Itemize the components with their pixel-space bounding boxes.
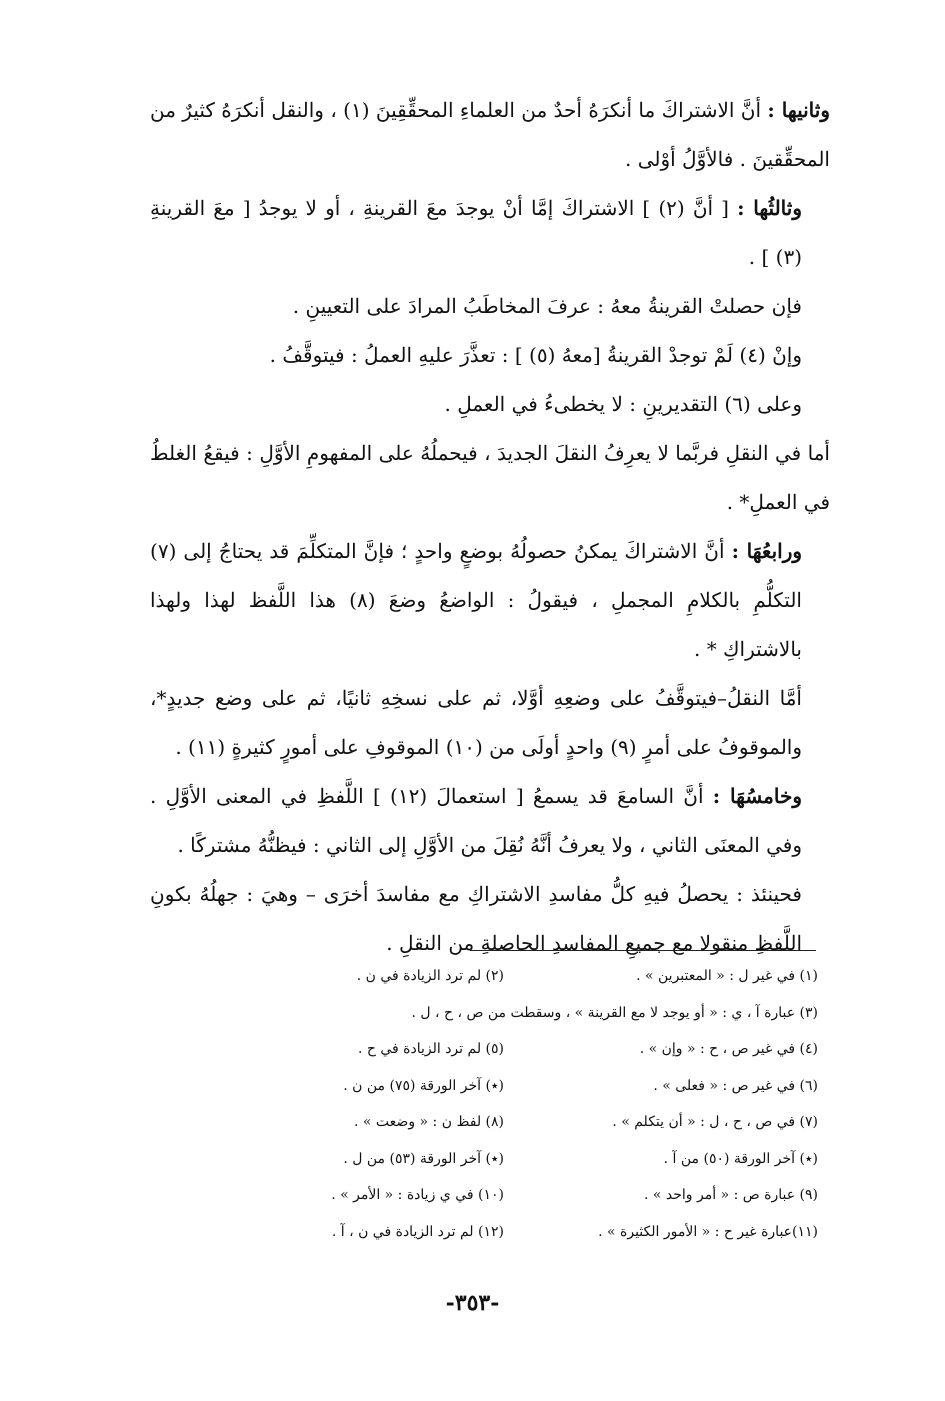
paragraph-heading: ورابعُهَا : <box>731 539 803 563</box>
footnote: (٦) في غير ص : « فعلى » . <box>653 1077 818 1094</box>
paragraph-heading: وخامسُهَا : <box>712 784 803 808</box>
paragraph-text: أنَّ السامعَ قد يسمعُ [ استعمالَ (١٢) ] اللَّفظِ في المعنى الأوَّلِ . وفي المعنَى الثاني ، ولا يعرفُ أنَّهُ نُقِلَ من الأوَّلِ إلى الثاني : فيظنُّهُ مشتركًا . <box>150 784 802 857</box>
paragraph: فإن حصلتْ القرينةُ معهُ : عرفَ المخاطَبُ المرادَ على التعيينِ . <box>292 294 802 318</box>
footnote: (٩) عبارة ص : « أمر واحد » . <box>644 1187 818 1204</box>
paragraph-second-argument <box>150 86 830 184</box>
footnote: (١) في غير ل : « المعتبرين » . <box>636 968 818 985</box>
footnote: (٨) لفظ ن : « وضعت » . <box>354 1114 504 1131</box>
paragraph: فحينئذ : يحصلُ فيهِ كلُّ مفاسدِ الاشتراكِ مع مفاسدَ أخرَى – وهيَ : جهلُهُ بكونِ اللَّفظِ منقولا مع جميعِ المفاسدِ الحاصلةِ من النقلِ . <box>150 882 802 955</box>
footnote: (٭) آخر الورقة (٧٥) من ن . <box>343 1077 504 1094</box>
paragraph-text: [ أنَّ (٢) ] الاشتراكَ إمَّا أنْ يوجدَ معَ القرينةِ ، أو لا يوجدُ [ معَ القرينةِ (٣) ] . <box>150 196 802 269</box>
footnote: (٣) عبارة آ ، ي : « أو يوجد لا مع القرينة » ، وسقطت من ص ، ح ، ل . <box>411 1004 818 1021</box>
footnote: (٢) لم ترد الزيادة في ن . <box>356 968 504 985</box>
paragraph-heading: وثالثُها : <box>737 196 802 220</box>
footnote: (٭) آخر الورقة (٥٠) من آ . <box>663 1150 818 1167</box>
footnotes <box>190 958 818 1250</box>
paragraph: وإنْ (٤) لَمْ توجدْ القرينةُ [معهُ (٥) ] : تعذَّرَ عليهِ العملُ : فيتوقَّفُ . <box>269 343 802 367</box>
footnote: (١٠) في ي زيادة : « الأمر » . <box>331 1187 504 1204</box>
footnote: (٤) في غير ص ، ح : « وإن » . <box>639 1041 818 1058</box>
paragraph-heading: وثانيها : <box>767 98 830 122</box>
page-number: -٣٥٣- <box>445 1290 500 1316</box>
footnote-divider <box>470 950 816 951</box>
paragraph-fourth-argument <box>150 527 830 674</box>
paragraph: وعلى (٦) التقديرينِ : لا يخطىءُ في العملِ . <box>444 392 802 416</box>
footnote: (٥) لم ترد الزيادة في ح . <box>357 1041 504 1058</box>
footnote: (٭) آخر الورقة (٥٣) من ل . <box>343 1150 504 1167</box>
footnote: (١٢) لم ترد الزيادة في ن ، آ . <box>331 1223 504 1240</box>
paragraph: أما في النقلِ فربَّما لا يعرِفُ النقلَ الجديدَ ، فيحملُهُ على المفهومِ الأوَّلِ : فيقعُ الغلطُ في العملِ* . <box>150 441 830 514</box>
footnote: (٧) في ص ، ح ، ل : « أن يتكلم » . <box>612 1114 818 1131</box>
footnote: (١١)عبارة غير ح : « الأمور الكثيرة » . <box>598 1223 818 1240</box>
paragraph: أمَّا النقلُ–فيتوقَّفُ على وضعِهِ أوَّلا، ثم على نسخِهِ ثانيًا، ثم على وضع جديدٍ*، والموقوفُ على أمرٍ (٩) واحدٍ أولَى من (١٠) الموقوفِ على أمورٍ كثيرةٍ (١١) . <box>150 686 802 759</box>
paragraph-text: أنَّ الاشتراكَ يمكنُ حصولُهُ بوضعٍ واحدٍ ؛ فإنَّ المتكلِّمَ قد يحتاجُ إلى (٧) التكلُّمِ بالكلامِ المجملِ ، فيقولُ : الواضعُ وضعَ (٨) هذا اللَّفظ لهذا ولهذا بالاشتراكِ * . <box>150 539 802 661</box>
paragraph-text: أنَّ الاشتراكَ ما أنكرَهُ أحدٌ من العلماءِ المحقِّقِينَ (١) ، والنقل أنكرَهُ كثيرٌ من المحقِّقينَ . فالأوَّلُ أوْلى . <box>150 98 830 171</box>
main-text <box>150 86 830 968</box>
paragraph-fifth-argument <box>150 772 830 870</box>
paragraph-third-argument <box>150 184 830 282</box>
